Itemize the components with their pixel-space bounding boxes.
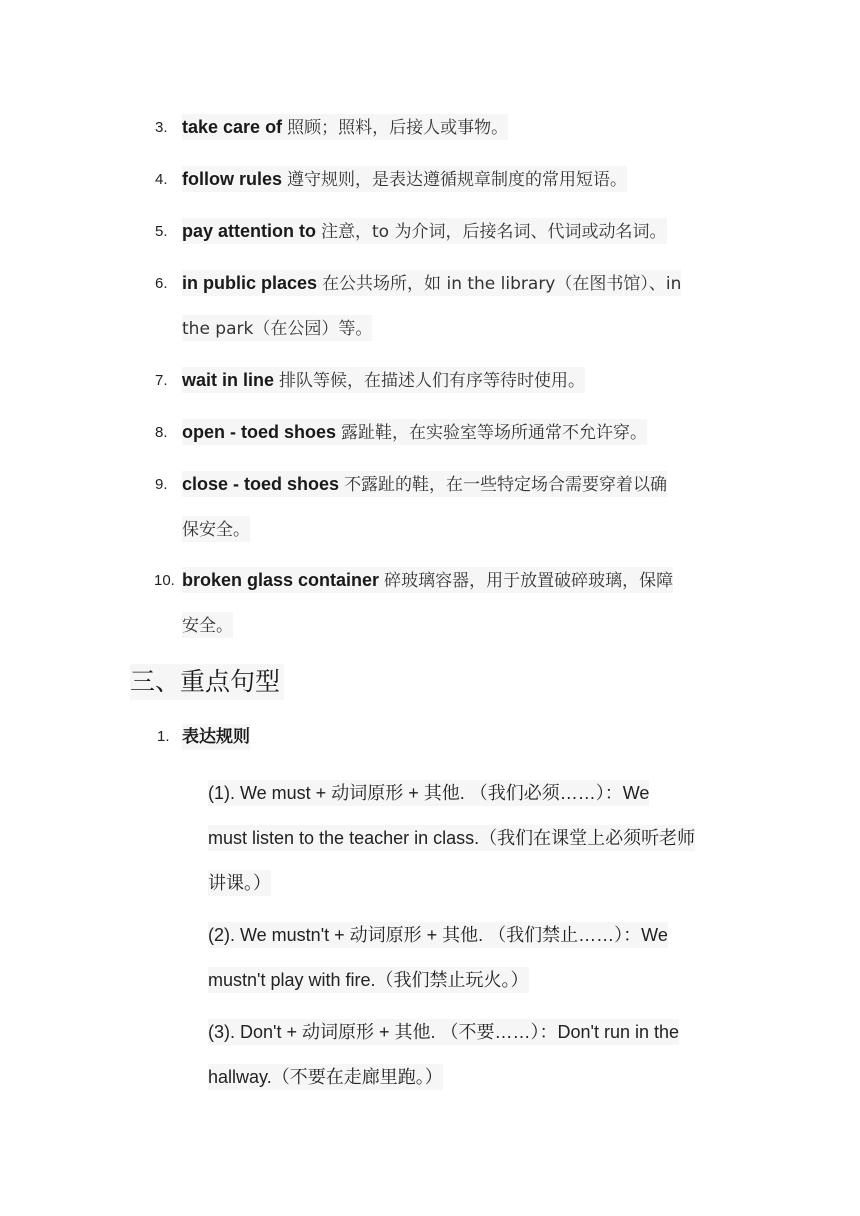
definition: 排队等候，在描述人们有序等待时使用。 (279, 371, 586, 391)
definition: 不露趾的鞋，在一些特定场合需要穿着以确 (344, 475, 668, 495)
definition: 注意，to 为介词，后接名词、代词或动名词。 (321, 222, 667, 242)
term: follow rules (182, 169, 283, 189)
term: open - toed shoes (182, 422, 337, 442)
list-number: 3. (155, 119, 168, 136)
pattern-1-line-3: 讲课。） (208, 870, 271, 896)
list-number: 4. (155, 171, 168, 188)
definition-continued: the park（在公园）等。 (182, 319, 373, 339)
list-number: 8. (155, 424, 168, 441)
list-line-continued (182, 516, 250, 542)
list-line (182, 270, 681, 296)
list-number: 7. (155, 372, 168, 389)
term: wait in line (182, 370, 275, 390)
term: pay attention to (182, 221, 316, 241)
list-number: 6. (155, 275, 168, 292)
list-number: 5. (155, 223, 168, 240)
subsection-number: 1. (157, 728, 170, 745)
pattern-1-line-1: (1). We must + 动词原形 + 其他. （我们必须……）：We (208, 780, 649, 806)
definition-continued: 安全。 (182, 616, 233, 636)
list-line-continued (182, 612, 233, 638)
definition: 露趾鞋，在实验室等场所通常不允许穿。 (341, 423, 648, 443)
definition-continued: 保安全。 (182, 520, 250, 540)
pattern-2-line-2: mustn't play with fire.（我们禁止玩火。） (208, 967, 529, 993)
list-line-continued (182, 315, 372, 341)
section-heading: 三、重点句型 (130, 664, 284, 700)
term: take care of (182, 117, 283, 137)
list-line (182, 114, 508, 140)
term: broken glass container (182, 570, 380, 590)
definition: 照顾；照料，后接人或事物。 (287, 118, 509, 138)
term: close - toed shoes (182, 474, 340, 494)
list-line (182, 567, 673, 593)
pattern-3-line-1: (3). Don't + 动词原形 + 其他. （不要……）：Don't run in the (208, 1019, 679, 1045)
pattern-2-line-1: (2). We mustn't + 动词原形 + 其他. （我们禁止……）：We (208, 922, 668, 948)
list-line (182, 471, 667, 497)
list-line (182, 419, 647, 445)
definition: 在公共场所，如 in the library（在图书馆）、in (322, 274, 682, 294)
pattern-3-line-2: hallway.（不要在走廊里跑。） (208, 1064, 443, 1090)
definition: 碎玻璃容器，用于放置破碎玻璃，保障 (384, 571, 674, 591)
list-line (182, 218, 667, 244)
list-number: 9. (155, 476, 168, 493)
list-line (182, 166, 627, 192)
list-line (182, 367, 585, 393)
term: in public places (182, 273, 318, 293)
pattern-1-line-2: must listen to the teacher in class.（我们在课堂上必须听老师 (208, 825, 695, 851)
list-number: 10. (154, 572, 175, 589)
definition: 遵守规则，是表达遵循规章制度的常用短语。 (287, 170, 628, 190)
subsection-heading: 表达规则 (182, 724, 250, 750)
